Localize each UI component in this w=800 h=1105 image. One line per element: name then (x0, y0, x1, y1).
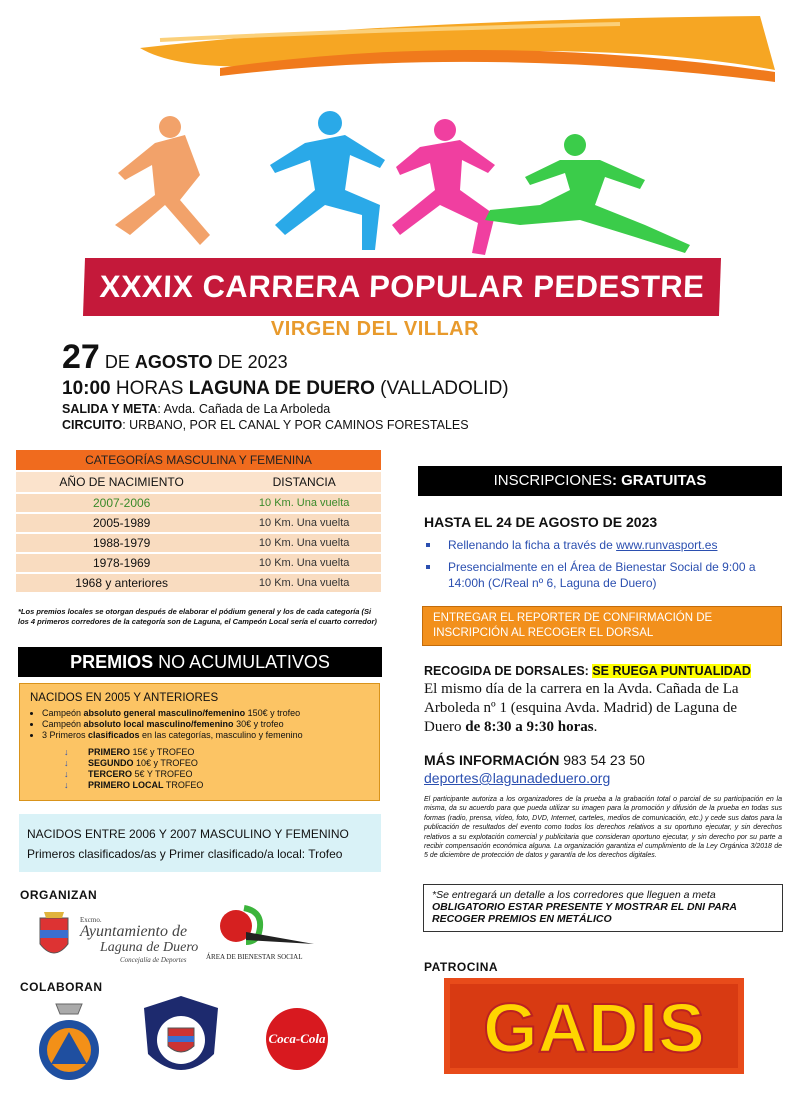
area-bienestar-logo: ÁREA DE BIENESTAR SOCIAL (206, 902, 316, 968)
premios-group2-box (19, 814, 381, 872)
cell-distance: 10 Km. Una vuelta (227, 494, 381, 512)
cell-distance: 10 Km. Una vuelta (227, 514, 381, 532)
list-item: ↓ PRIMERO LOCAL TROFEO (64, 780, 204, 790)
runner-orange (115, 116, 210, 245)
categories-note: *Los premios locales se otorgan después de elaborar el pódium general y los de cada categoría (Si los 4 primeros corredores de la categoría son de Laguna, el Campeón Local sería el cuarto corredor) (18, 607, 377, 626)
categories-title: CATEGORÍAS MASCULINA Y FEMENINA (16, 450, 381, 470)
cell-year: 2007-2006 (16, 494, 227, 512)
list-item: ↓ SEGUNDO 10€ y TROFEO (64, 758, 198, 768)
gadis-logo (444, 978, 744, 1074)
arrow-down-icon: ↓ (64, 758, 69, 768)
ayuntamiento-logo: Excmo. Ayuntamiento de Laguna de Duero Concejalía de Deportes (80, 916, 199, 964)
arrow-down-icon: ↓ (64, 769, 69, 779)
event-place: LAGUNA DE DUERO (188, 378, 375, 399)
cell-year: 1968 y anteriores (16, 574, 227, 592)
table-row (16, 574, 381, 592)
mas-informacion: MÁS INFORMACIÓN 983 54 23 50 (424, 752, 645, 768)
col-header-distance: DISTANCIA (227, 472, 381, 492)
premios-group2-text: Primeros clasificados/as y Primer clasificado/a local: Trofeo (27, 847, 343, 861)
organizan-label: ORGANIZAN (20, 888, 98, 902)
event-subtitle: VIRGEN DEL VILLAR (270, 318, 480, 340)
patrocina-label: PATROCINA (424, 960, 499, 974)
date-year: DE 2023 (217, 352, 288, 372)
list-item: Presencialmente en el Área de Bienestar Social de 9:00 a 14:00h (C/Real nº 6, Laguna de Duero) (424, 559, 784, 591)
table-row (16, 514, 381, 532)
cell-distance: 10 Km. Una vuelta (227, 534, 381, 552)
cell-distance: 10 Km. Una vuelta (227, 554, 381, 572)
table-header-row (16, 472, 381, 492)
list-item: ↓ TERCERO 5€ Y TROFEO (64, 769, 193, 779)
entregar-notice: ENTREGAR EL REPORTER DE CONFIRMACIÓN DE INSCRIPCIÓN AL RECOGER EL DORSAL (422, 606, 782, 646)
runner-pink (392, 119, 495, 255)
email-link[interactable]: deportes@lagunadeduero.org (424, 770, 611, 786)
list-item: ↓ PRIMERO 15€ y TROFEO (64, 747, 195, 757)
coca-cola-logo: Coca-Cola (266, 1008, 328, 1070)
event-time: 10:00 (62, 378, 111, 399)
date-day: 27 (62, 338, 100, 376)
event-title-banner (83, 258, 721, 316)
list-item: • Campeón absoluto general masculino/femenino 150€ y trofeo (42, 708, 369, 719)
cell-distance: 10 Km. Una vuelta (227, 574, 381, 592)
premios-header (18, 647, 382, 677)
premios-box (19, 683, 380, 801)
premios-group1-title: NACIDOS EN 2005 Y ANTERIORES (30, 692, 219, 704)
header-swoosh (60, 10, 780, 90)
cell-year: 2005-1989 (16, 514, 227, 532)
premios-category-list (64, 747, 369, 791)
premios-list (30, 708, 369, 741)
detalle-notice: *Se entregará un detalle a los corredores que lleguen a meta OBLIGATORIO ESTAR PRESENTE Y MOSTRAR EL DNI PARA RECOGER PREMIOS EN METÁLICO (423, 884, 783, 932)
legal-text: El participante autoriza a los organizadores de la prueba a la grabación total o parcial de su participación en la misma, da su acuerdo para que pueda utilizar su imagen para la promoción y difusión de la prueba en todas sus formas (radio, prensa, vídeo, foto, DVD, Internet, carteles, medios de comunicación, etc.) y cede sus datos para la publicación de resultados del evento como todos los derechos relativos a su oportuno ejecutar, y sin derechos relativos a su explotación comercial y publicitaria que consideran oportuno ejecutar, y sin derecho por su parte a recibir compensación económica alguna. La organización garantiza el cumplimiento de la Ley Orgánica 3/2018 de 5 de diciembre de protección de datos y garantía de los derechos digitales. (424, 796, 782, 860)
circuito-value: : URBANO, POR EL CANAL Y POR CAMINOS FORESTALES (122, 418, 469, 432)
inscripciones-deadline: HASTA EL 24 DE AGOSTO DE 2023 (424, 514, 658, 530)
salida-label: SALIDA Y META (62, 402, 158, 416)
proteccion-civil-logo (36, 1002, 102, 1086)
event-horas: HORAS (115, 378, 184, 399)
date-de: DE (104, 352, 130, 372)
event-title: XXXIX CARRERA POPULAR PEDESTRE (99, 269, 705, 304)
premios-title-rest: NO ACUMULATIVOS (153, 652, 330, 672)
recogida-heading: RECOGIDA DE DORSALES: SE RUEGA PUNTUALIDAD (424, 664, 751, 678)
bienestar-swirl-icon (206, 902, 316, 948)
policia-local-badge (140, 994, 222, 1084)
circuito (62, 418, 469, 432)
circuito-label: CIRCUITO (62, 418, 123, 432)
premios-group2-title: NACIDOS ENTRE 2006 Y 2007 MASCULINO Y FEMENINO (27, 827, 349, 841)
inscripciones-list (424, 537, 784, 597)
event-time-place (62, 378, 509, 400)
colaboran-label: COLABORAN (20, 980, 103, 994)
runvasport-link[interactable]: www.runvasport.es (616, 538, 718, 552)
table-row (16, 534, 381, 552)
inscripciones-header: INSCRIPCIONES: GRATUITAS (418, 466, 782, 496)
list-item: • 3 Primeros clasificados en las categorías, masculino y femenino (42, 730, 369, 741)
runner-blue (270, 111, 385, 250)
table-row (16, 494, 381, 512)
gadis-wordmark: GADIS (483, 989, 705, 1067)
event-province: (VALLADOLID) (380, 378, 509, 399)
col-header-year: AÑO DE NACIMIENTO (16, 472, 227, 492)
recogida-text: El mismo día de la carrera en la Avda. Cañada de La Arboleda nº 1 (esquina Avda. Madrid) de Laguna de Duero de 8:30 a 9:30 horas. (424, 681, 739, 735)
date-month: AGOSTO (134, 352, 213, 372)
laguna-coat-of-arms-icon (36, 908, 72, 964)
arrow-down-icon: ↓ (64, 780, 69, 790)
runner-green (485, 134, 690, 253)
arrow-down-icon: ↓ (64, 747, 69, 757)
salida-value: : Avda. Cañada de La Arboleda (157, 402, 331, 416)
salida-meta (62, 402, 330, 416)
cell-year: 1988-1979 (16, 534, 227, 552)
cell-year: 1978-1969 (16, 554, 227, 572)
puntualidad-highlight: SE RUEGA PUNTUALIDAD (592, 664, 751, 678)
list-item: Rellenando la ficha a través de www.runvasport.es (424, 537, 784, 553)
event-date (62, 338, 288, 377)
premios-title-bold: PREMIOS (70, 652, 154, 672)
runners-illustration (100, 105, 700, 265)
table-row (16, 554, 381, 572)
list-item: • Campeón absoluto local masculino/femenino 30€ y trofeo (42, 719, 369, 730)
categories-table (16, 450, 381, 594)
